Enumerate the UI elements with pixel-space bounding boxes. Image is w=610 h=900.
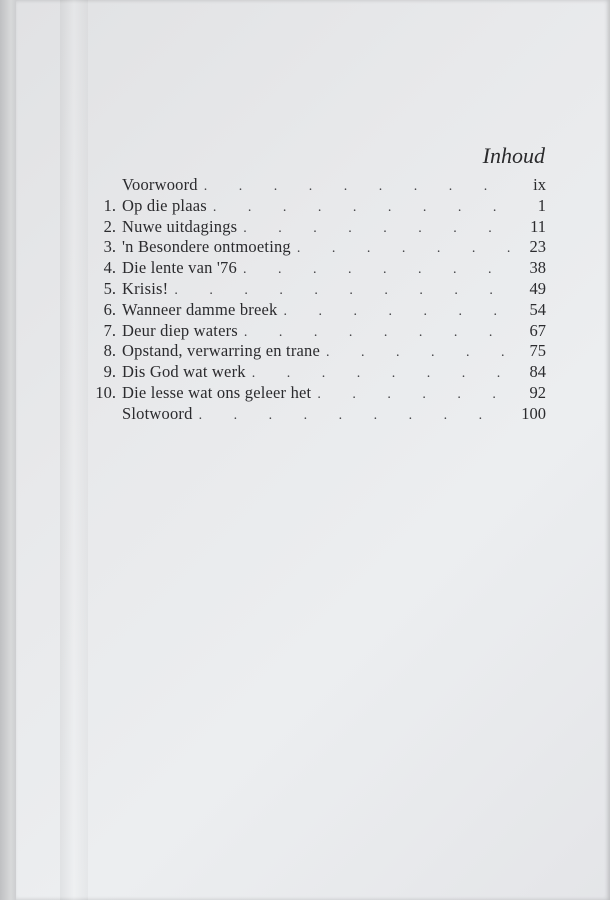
toc-entry-label: Op die plaas [122,195,207,215]
toc-entry-page: 100 [521,403,546,423]
toc-entry-label: 'n Besondere ontmoeting [122,237,291,257]
toc-entry-label: Opstand, verwarring en trane [122,341,321,361]
toc-entry [78,383,546,404]
toc-title: Inhoud [482,143,545,168]
toc-entry [78,258,546,279]
dot-leader [243,221,512,237]
toc-entry-number: 2. [103,216,116,236]
toc-entry [78,321,546,342]
book-page [16,0,610,900]
toc-entry-label: Voorwoord [122,175,198,194]
table-of-contents [78,175,546,425]
toc-entry-label: Wanneer damme breek [122,299,278,319]
toc-entry [78,300,546,321]
toc-entry-page: 67 [529,320,546,340]
toc-entry-label: Deur diep waters [122,320,238,340]
dot-leader [244,325,512,341]
toc-entry-page: ix [533,175,546,194]
toc-entry-label: Dis God wat werk [122,362,246,382]
toc-entry [78,279,546,300]
toc-entry-number: 5. [103,278,116,298]
dot-leader [252,366,512,382]
toc-entry-label: Nuwe uitdagings [122,216,238,236]
toc-entry-number: 10. [95,382,116,402]
toc-entry-number: 7. [103,320,116,340]
toc-entry [78,341,546,362]
dot-leader [297,241,512,257]
toc-entry-page: 54 [529,299,546,319]
toc-entry-label: Krisis! [122,278,169,298]
toc-entry-page: 75 [529,341,546,361]
toc-entry-page: 84 [529,362,546,382]
dot-leader [243,262,512,278]
dot-leader [283,304,512,320]
toc-entry-number: 9. [103,362,116,382]
dot-leader [213,200,512,216]
toc-entry-page: 38 [529,258,546,278]
dot-leader [204,179,512,195]
toc-entry-number: 4. [103,258,116,278]
toc-entry [78,217,546,238]
toc-entry-page: 23 [529,237,546,257]
toc-entry-number: 3. [103,237,116,257]
toc-entry [78,196,546,217]
dot-leader [326,345,512,361]
toc-entry-page: 49 [529,278,546,298]
dot-leader [174,283,512,299]
toc-entry [78,175,546,196]
toc-entry-page: 1 [537,195,546,215]
toc-entry [78,362,546,383]
toc-entry-number: 6. [103,299,116,319]
toc-entry-page: 92 [529,382,546,402]
toc-entry-label: Die lesse wat ons geleer het [122,382,312,402]
toc-entry-label: Slotwoord [122,403,193,423]
dot-leader [317,387,512,403]
page-fold-shadow [60,0,88,900]
toc-entry [78,404,546,425]
dot-leader [199,408,512,424]
toc-entry-number: 1. [103,195,116,215]
toc-entry-page: 11 [530,216,546,236]
toc-entry-number: 8. [103,341,116,361]
toc-entry [78,237,546,258]
toc-entry-label: Die lente van '76 [122,258,237,278]
